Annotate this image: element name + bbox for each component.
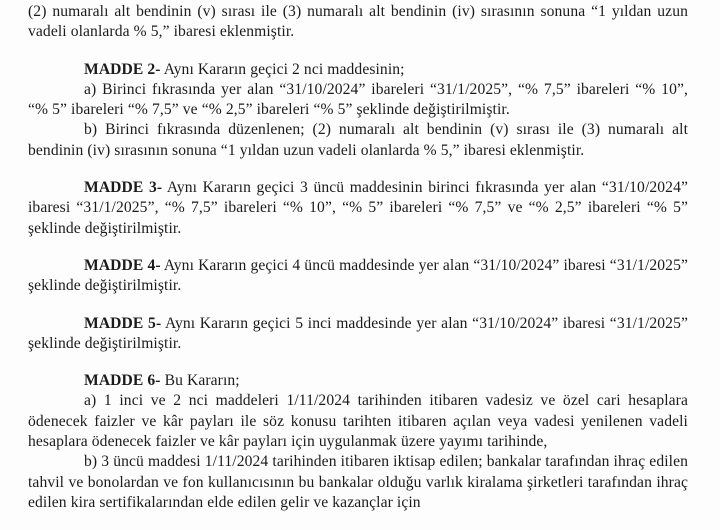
paragraph-text: b) Birinci fıkrasında düzenlenen; (2) numaralı alt bendinin (v) sırası ile (3) numaralı alt bendinin (iv) sırasının sonuna “1 yıldan uzun vadeli olanlarda % 5,” ibaresi eklenmiştir. bbox=[28, 121, 688, 159]
paragraph-text: a) 1 inci ve 2 nci maddeleri 1/11/2024 tarihinden itibaren vadesiz ve özel cari hesaplara ödenecek faizler ve kâr payları ile söz konusu tarihten itibaren açılan veya vadesi yenilenen vadeli hesaplara ödenecek faizler ve kâr payları için uygulanmak üzere yayımı tarihinde, bbox=[28, 392, 688, 451]
document-body bbox=[28, 0, 688, 513]
madde-4-paragraph bbox=[28, 256, 688, 297]
paragraph-text: Aynı Kararın geçici 3 üncü maddesinin birinci fıkrasında yer alan “31/10/2024” ibaresi “31/1/2025”, “% 7,5” ibareleri “% 10”, “% 5” ibareleri “% 7,5” ve “% 2,5” ibareleri “% 5” şeklinde değiştirilmiştir. bbox=[28, 179, 688, 237]
madde-6-item-b bbox=[28, 452, 688, 513]
article-label: MADDE 5- bbox=[84, 314, 162, 332]
paragraph-text: b) 3 üncü maddesi 1/11/2024 tarihinden itibaren iktisap edilen; bankalar tarafından ihraç edilen tahvil ve bonolardan ve fon kullanıcısının bu bankalar olduğu varlık kiralama şirketleri tarafından ihraç edilen kira sertifikalarından elde edilen gelir ve kazançlar için bbox=[28, 453, 688, 511]
madde-3-paragraph bbox=[28, 178, 688, 239]
madde-6-heading bbox=[28, 371, 688, 391]
madde-2-heading bbox=[28, 60, 688, 80]
madde-2-item-a bbox=[28, 80, 688, 121]
paragraph-text: a) Birinci fıkrasında yer alan “31/10/2024” ibareleri “31/1/2025”, “% 7,5” ibareleri “% 10”, “% 5” ibareleri “% 7,5” ve “% 2,5” ibareleri “% 5” şeklinde değiştirilmiştir. bbox=[28, 80, 688, 119]
article-label: MADDE 2- bbox=[84, 60, 161, 78]
paragraph-continuation bbox=[28, 2, 688, 43]
madde-5-paragraph bbox=[28, 314, 688, 355]
paragraph-text: Aynı Kararın geçici 5 inci maddesinde yer alan “31/10/2024” ibaresi “31/1/2025” şeklinde değiştirilmiştir. bbox=[28, 314, 688, 352]
paragraph-text: Aynı Kararın geçici 2 nci maddesinin; bbox=[160, 60, 405, 78]
article-label: MADDE 3- bbox=[84, 179, 163, 197]
paragraph-text: (2) numaralı alt bendinin (v) sırası ile (3) numaralı alt bendinin (iv) sırasının sonuna “1 yıldan uzun vadeli olanlarda % 5,” ibaresi eklenmiştir. bbox=[28, 3, 688, 41]
article-label: MADDE 6- bbox=[84, 372, 161, 390]
article-label: MADDE 4- bbox=[84, 256, 161, 274]
paragraph-text: Bu Kararın; bbox=[160, 372, 240, 390]
paragraph-text: Aynı Kararın geçici 4 üncü maddesinde yer alan “31/10/2024” ibaresi “31/1/2025” şeklinde değiştirilmiştir. bbox=[28, 256, 688, 295]
madde-6-item-a bbox=[28, 391, 688, 452]
madde-2-item-b bbox=[28, 120, 688, 161]
